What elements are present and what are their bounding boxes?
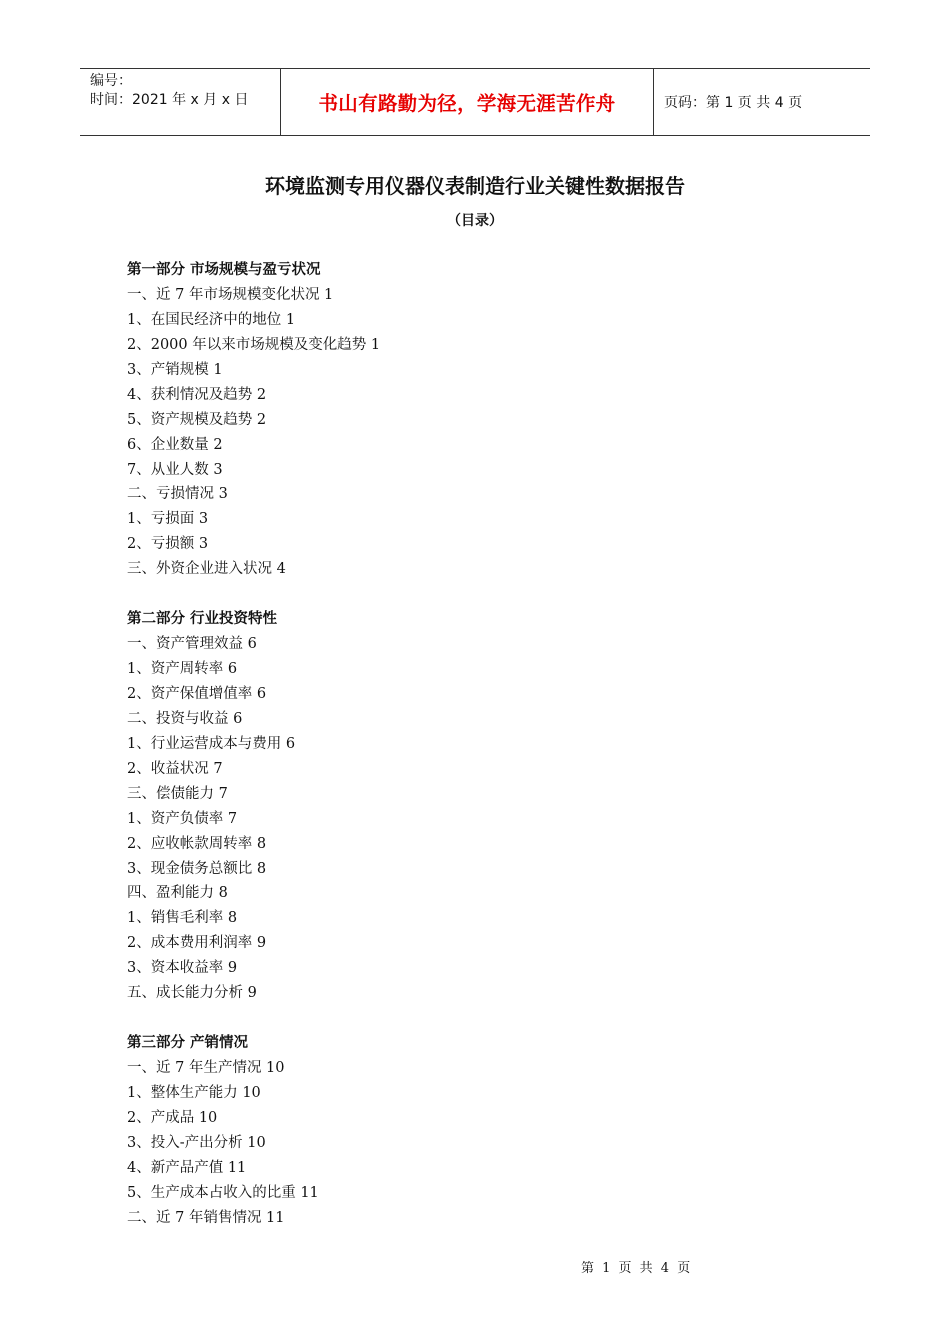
- toc-spacer: [127, 582, 827, 607]
- toc-part-heading[interactable]: 第二部分 行业投资特性: [127, 611, 278, 628]
- page-footer: 第 1 页 共 4 页: [581, 1261, 691, 1276]
- toc-entry[interactable]: 一、近 7 年市场规模变化状况 1: [127, 286, 334, 303]
- toc-entry[interactable]: 二、投资与收益 6: [127, 710, 243, 727]
- toc-entry[interactable]: 2、成本费用利润率 9: [127, 935, 267, 952]
- toc-entry[interactable]: 五、成长能力分析 9: [127, 985, 257, 1002]
- toc-entry[interactable]: 2、产成品 10: [127, 1109, 218, 1126]
- toc-entry[interactable]: 5、生产成本占收入的比重 11: [127, 1184, 319, 1201]
- toc-entry[interactable]: 2、亏损额 3: [127, 536, 209, 553]
- toc-entry[interactable]: 二、近 7 年销售情况 11: [127, 1209, 285, 1226]
- toc-entry[interactable]: 二、亏损情况 3: [127, 486, 228, 503]
- toc-entry[interactable]: 1、整体生产能力 10: [127, 1084, 261, 1101]
- toc-entry[interactable]: 三、偿债能力 7: [127, 785, 228, 802]
- toc-entry[interactable]: 7、从业人数 3: [127, 461, 223, 478]
- header-meta: [80, 69, 281, 135]
- toc-entry[interactable]: 2、资产保值增值率 6: [127, 685, 267, 702]
- toc-spacer: [127, 1006, 827, 1031]
- toc-entry[interactable]: 5、资产规模及趋势 2: [127, 411, 267, 428]
- toc-entry[interactable]: 一、资产管理效益 6: [127, 636, 257, 653]
- document-number-label: 编号：: [90, 73, 132, 89]
- toc-entry[interactable]: 6、企业数量 2: [127, 436, 223, 453]
- toc-entry[interactable]: 四、盈利能力 8: [127, 885, 228, 902]
- toc-entry[interactable]: 1、资产负债率 7: [127, 810, 238, 827]
- header-motto: 书山有路勤为径，学海无涯苦作舟: [281, 69, 654, 135]
- toc-entry[interactable]: 4、获利情况及趋势 2: [127, 386, 267, 403]
- toc-entry[interactable]: 2、2000 年以来市场规模及变化趋势 1: [127, 336, 381, 353]
- document-date: 时间：2021 年 x 月 x 日: [90, 92, 249, 108]
- toc-entry[interactable]: 2、收益状况 7: [127, 760, 223, 777]
- toc-entry[interactable]: 3、现金债务总额比 8: [127, 860, 267, 877]
- toc-entry[interactable]: 4、新产品产值 11: [127, 1159, 247, 1176]
- document-title: 环境监测专用仪器仪表制造行业关键性数据报告: [265, 174, 685, 198]
- toc-entry[interactable]: 1、销售毛利率 8: [127, 910, 238, 927]
- toc-entry[interactable]: 3、产销规模 1: [127, 361, 223, 378]
- toc-entry[interactable]: 1、行业运营成本与费用 6: [127, 735, 296, 752]
- toc-entry[interactable]: 1、亏损面 3: [127, 511, 209, 528]
- page-header: [80, 68, 870, 136]
- table-of-contents: [127, 258, 827, 1231]
- toc-part-heading[interactable]: 第一部分 市场规模与盈亏状况: [127, 262, 321, 278]
- toc-part-heading[interactable]: 第三部分 产销情况: [127, 1035, 249, 1052]
- toc-entry[interactable]: 1、资产周转率 6: [127, 661, 238, 677]
- toc-entry[interactable]: 3、投入-产出分析 10: [127, 1134, 266, 1151]
- document-subtitle: （目录）: [447, 213, 503, 229]
- header-page-info: 页码：第 1 页 共 4 页: [664, 95, 803, 111]
- toc-entry[interactable]: 一、近 7 年生产情况 10: [127, 1060, 285, 1076]
- toc-entry[interactable]: 1、在国民经济中的地位 1: [127, 311, 296, 328]
- toc-entry[interactable]: 3、资本收益率 9: [127, 960, 238, 977]
- toc-entry[interactable]: 三、外资企业进入状况 4: [127, 561, 286, 578]
- toc-entry[interactable]: 2、应收帐款周转率 8: [127, 835, 267, 852]
